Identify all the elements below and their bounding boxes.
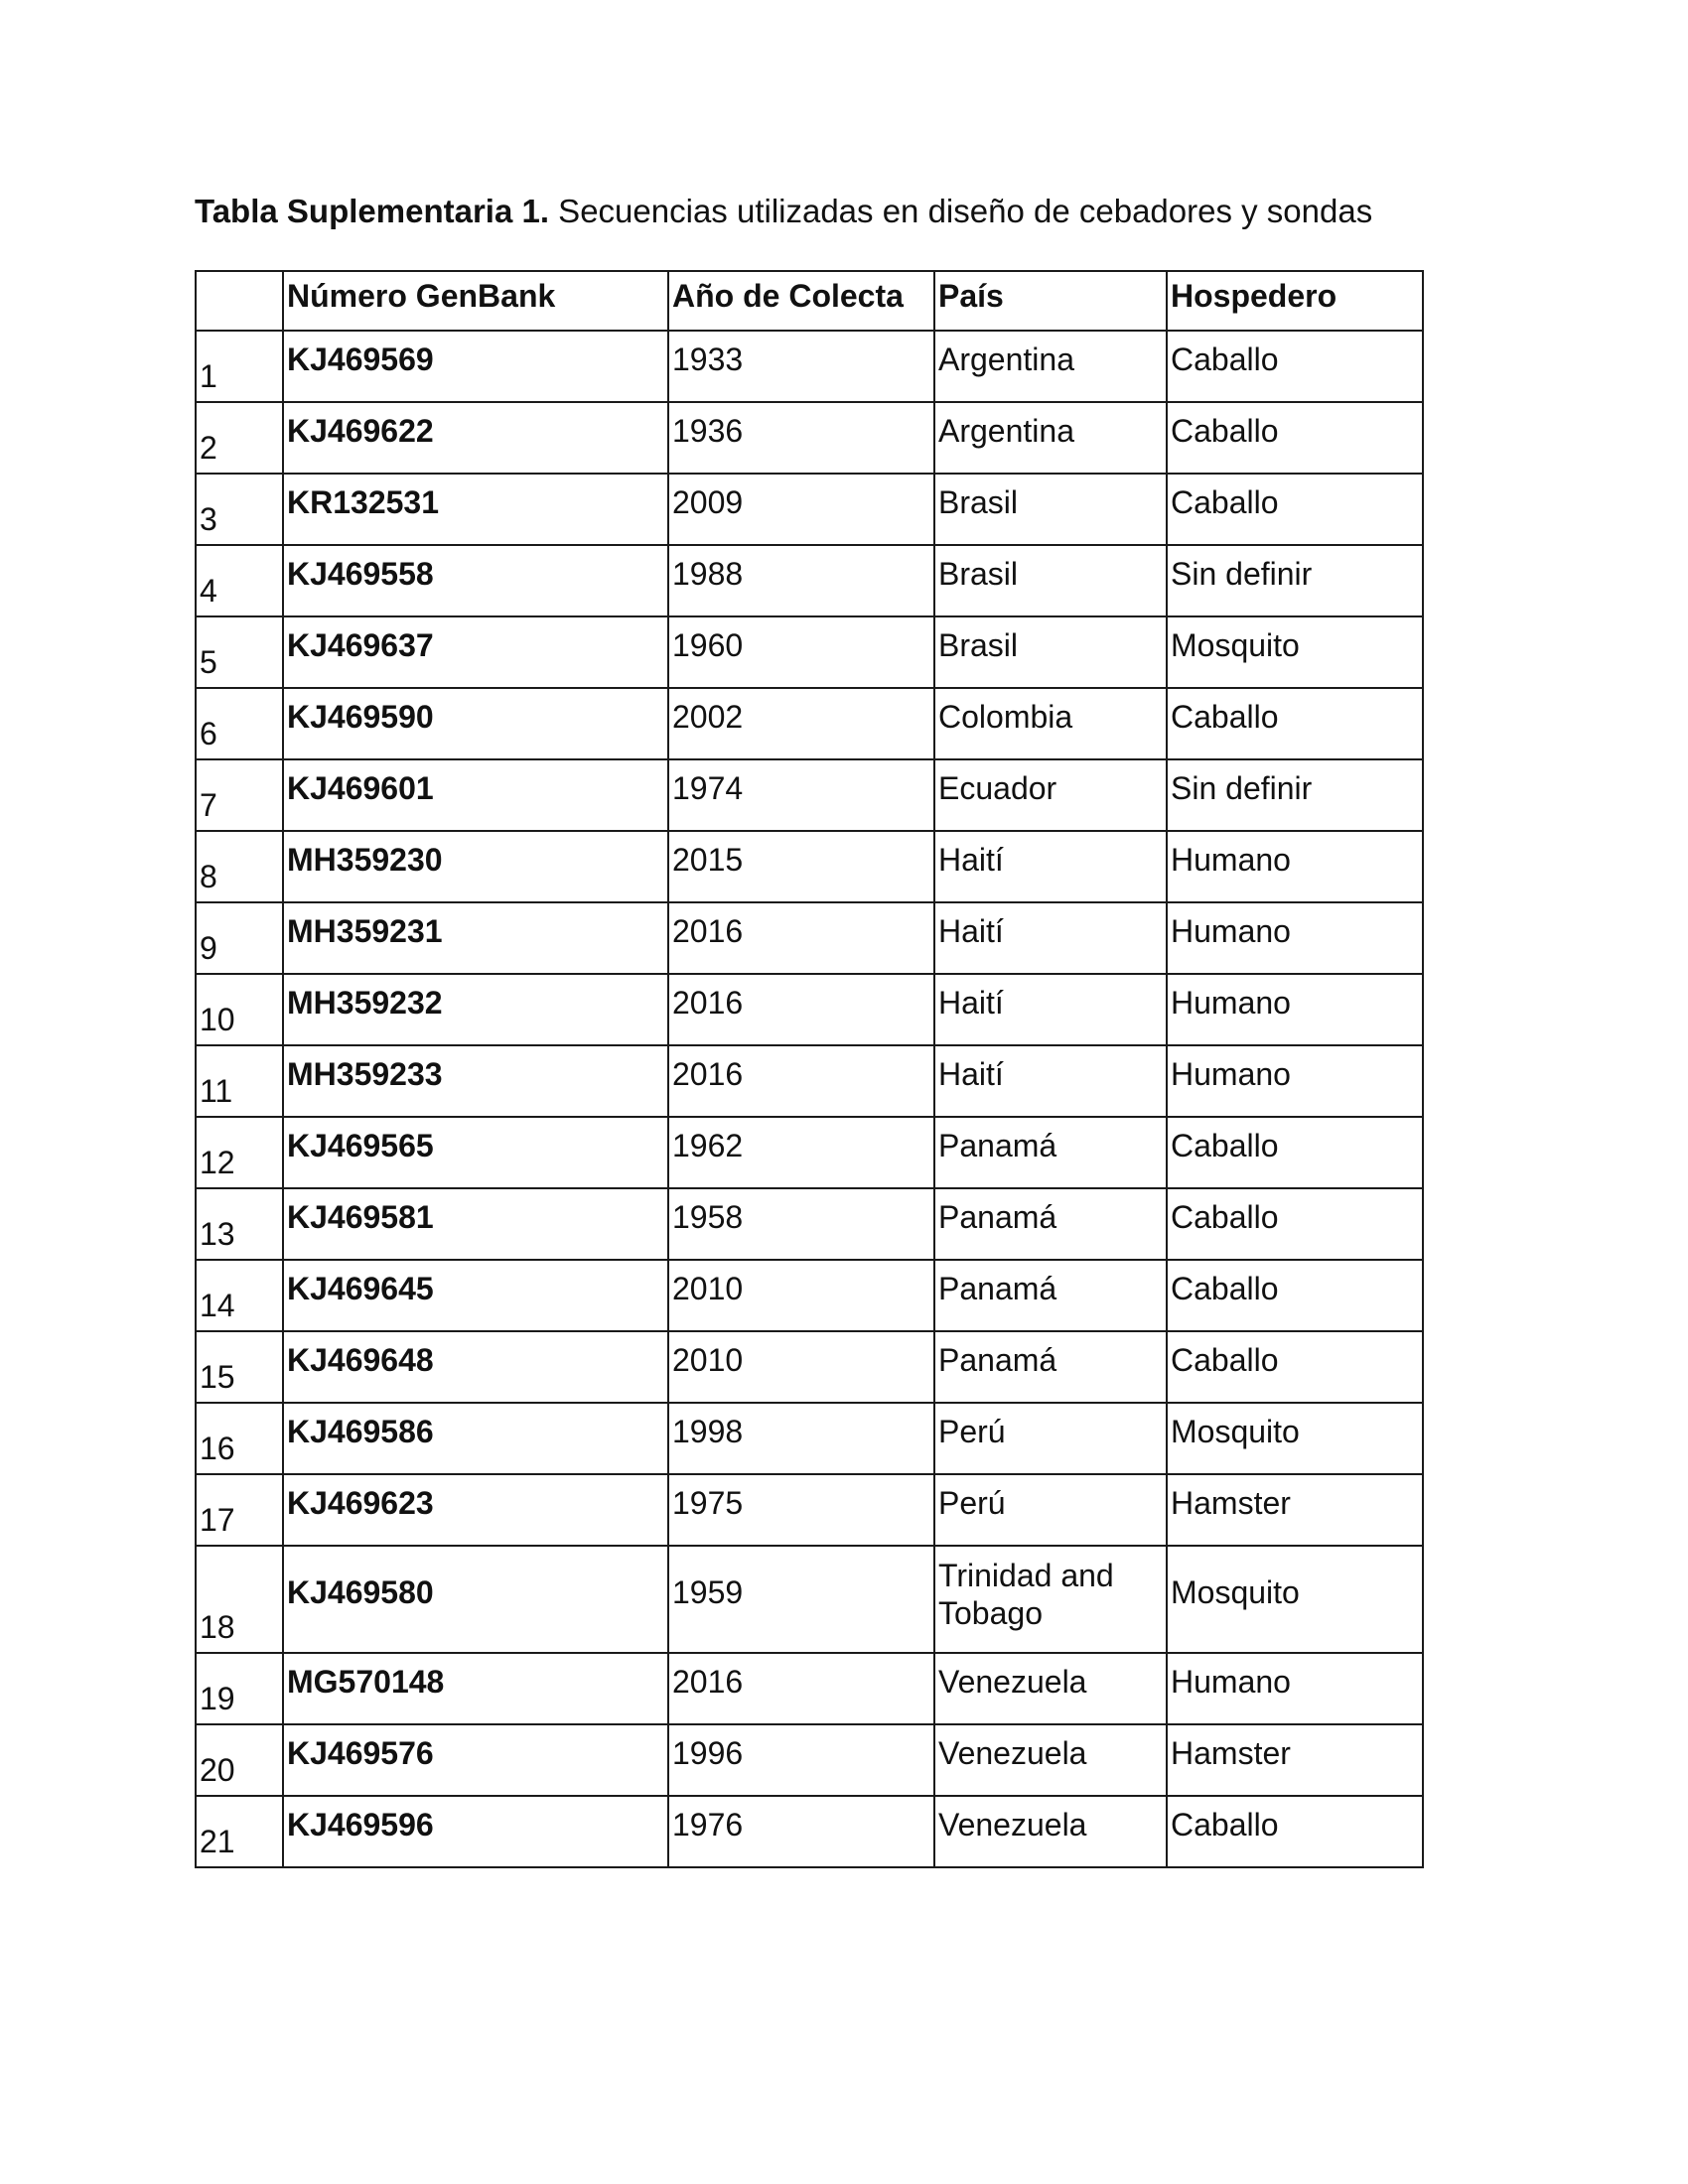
host-cell: Humano	[1167, 831, 1423, 902]
row-index-cell: 1	[196, 331, 283, 402]
genbank-number-cell: KJ469648	[283, 1331, 668, 1403]
table-row	[196, 1403, 1423, 1474]
genbank-number-cell: MG570148	[283, 1653, 668, 1724]
table-row	[196, 902, 1423, 974]
country-cell: Argentina	[934, 402, 1167, 474]
country-cell: Colombia	[934, 688, 1167, 759]
table-row	[196, 616, 1423, 688]
host-cell: Humano	[1167, 902, 1423, 974]
collection-year-cell: 2016	[668, 902, 934, 974]
collection-year-cell: 1988	[668, 545, 934, 616]
genbank-number-cell: KJ469645	[283, 1260, 668, 1331]
row-index-cell: 9	[196, 902, 283, 974]
collection-year-cell: 1996	[668, 1724, 934, 1796]
header-index	[196, 271, 283, 331]
genbank-number-cell: KJ469581	[283, 1188, 668, 1260]
collection-year-cell: 1933	[668, 331, 934, 402]
collection-year-cell: 1998	[668, 1403, 934, 1474]
collection-year-cell: 1960	[668, 616, 934, 688]
collection-year-cell: 1975	[668, 1474, 934, 1546]
row-index-cell: 6	[196, 688, 283, 759]
country-cell: Haití	[934, 831, 1167, 902]
host-cell: Sin definir	[1167, 759, 1423, 831]
country-cell: Perú	[934, 1474, 1167, 1546]
table-caption	[195, 192, 1372, 231]
header-collection-year: Año de Colecta	[668, 271, 934, 331]
table-row	[196, 1653, 1423, 1724]
table-row	[196, 1045, 1423, 1117]
host-cell: Humano	[1167, 974, 1423, 1045]
host-cell: Humano	[1167, 1045, 1423, 1117]
collection-year-cell: 1958	[668, 1188, 934, 1260]
row-index-cell: 19	[196, 1653, 283, 1724]
collection-year-cell: 2010	[668, 1331, 934, 1403]
genbank-number-cell: KJ469637	[283, 616, 668, 688]
country-cell: Perú	[934, 1403, 1167, 1474]
row-index-cell: 20	[196, 1724, 283, 1796]
host-cell: Caballo	[1167, 474, 1423, 545]
table-row	[196, 759, 1423, 831]
row-index-cell: 5	[196, 616, 283, 688]
genbank-number-cell: KJ469576	[283, 1724, 668, 1796]
caption-label: Tabla Suplementaria 1.	[195, 193, 550, 229]
collection-year-cell: 1962	[668, 1117, 934, 1188]
genbank-number-cell: MH359231	[283, 902, 668, 974]
row-index-cell: 18	[196, 1546, 283, 1653]
host-cell: Mosquito	[1167, 1546, 1423, 1653]
collection-year-cell: 1936	[668, 402, 934, 474]
row-index-cell: 17	[196, 1474, 283, 1546]
host-cell: Caballo	[1167, 1117, 1423, 1188]
collection-year-cell: 2010	[668, 1260, 934, 1331]
genbank-number-cell: KJ469586	[283, 1403, 668, 1474]
host-cell: Caballo	[1167, 402, 1423, 474]
country-cell: Panamá	[934, 1331, 1167, 1403]
table-row	[196, 1188, 1423, 1260]
collection-year-cell: 2002	[668, 688, 934, 759]
host-cell: Caballo	[1167, 1188, 1423, 1260]
table-row	[196, 974, 1423, 1045]
genbank-number-cell: KJ469565	[283, 1117, 668, 1188]
country-cell: Haití	[934, 974, 1167, 1045]
country-cell: Haití	[934, 1045, 1167, 1117]
sequences-table	[195, 270, 1424, 1868]
row-index-cell: 13	[196, 1188, 283, 1260]
table-body	[196, 331, 1423, 1867]
collection-year-cell: 2015	[668, 831, 934, 902]
table-row	[196, 545, 1423, 616]
country-cell: Brasil	[934, 474, 1167, 545]
host-cell: Caballo	[1167, 1260, 1423, 1331]
host-cell: Caballo	[1167, 331, 1423, 402]
host-cell: Caballo	[1167, 688, 1423, 759]
country-cell: Panamá	[934, 1117, 1167, 1188]
host-cell: Humano	[1167, 1653, 1423, 1724]
collection-year-cell: 2016	[668, 1045, 934, 1117]
table-row	[196, 688, 1423, 759]
host-cell: Mosquito	[1167, 616, 1423, 688]
country-cell: Brasil	[934, 616, 1167, 688]
table-row	[196, 331, 1423, 402]
host-cell: Caballo	[1167, 1796, 1423, 1867]
row-index-cell: 12	[196, 1117, 283, 1188]
genbank-number-cell: KJ469601	[283, 759, 668, 831]
table-row	[196, 831, 1423, 902]
table-row	[196, 402, 1423, 474]
collection-year-cell: 1976	[668, 1796, 934, 1867]
collection-year-cell: 1959	[668, 1546, 934, 1653]
row-index-cell: 7	[196, 759, 283, 831]
row-index-cell: 2	[196, 402, 283, 474]
country-cell: Venezuela	[934, 1653, 1167, 1724]
genbank-number-cell: KJ469590	[283, 688, 668, 759]
genbank-number-cell: MH359233	[283, 1045, 668, 1117]
table-row	[196, 474, 1423, 545]
country-cell: Venezuela	[934, 1796, 1167, 1867]
genbank-number-cell: KR132531	[283, 474, 668, 545]
collection-year-cell: 1974	[668, 759, 934, 831]
genbank-number-cell: KJ469580	[283, 1546, 668, 1653]
country-cell: Venezuela	[934, 1724, 1167, 1796]
host-cell: Hamster	[1167, 1724, 1423, 1796]
collection-year-cell: 2009	[668, 474, 934, 545]
row-index-cell: 10	[196, 974, 283, 1045]
caption-text: Secuencias utilizadas en diseño de cebadores y sondas	[549, 193, 1373, 229]
genbank-number-cell: MH359230	[283, 831, 668, 902]
collection-year-cell: 2016	[668, 1653, 934, 1724]
row-index-cell: 3	[196, 474, 283, 545]
genbank-number-cell: KJ469623	[283, 1474, 668, 1546]
collection-year-cell: 2016	[668, 974, 934, 1045]
header-host: Hospedero	[1167, 271, 1423, 331]
host-cell: Caballo	[1167, 1331, 1423, 1403]
country-cell: Trinidad and Tobago	[934, 1546, 1167, 1653]
row-index-cell: 8	[196, 831, 283, 902]
table-header-row	[196, 271, 1423, 331]
host-cell: Sin definir	[1167, 545, 1423, 616]
genbank-number-cell: KJ469569	[283, 331, 668, 402]
genbank-number-cell: KJ469596	[283, 1796, 668, 1867]
table-row	[196, 1331, 1423, 1403]
header-genbank-number: Número GenBank	[283, 271, 668, 331]
genbank-number-cell: KJ469622	[283, 402, 668, 474]
country-cell: Panamá	[934, 1188, 1167, 1260]
row-index-cell: 14	[196, 1260, 283, 1331]
host-cell: Mosquito	[1167, 1403, 1423, 1474]
country-cell: Brasil	[934, 545, 1167, 616]
row-index-cell: 11	[196, 1045, 283, 1117]
country-cell: Panamá	[934, 1260, 1167, 1331]
table-row	[196, 1260, 1423, 1331]
table-row	[196, 1546, 1423, 1653]
table-row	[196, 1474, 1423, 1546]
country-cell: Haití	[934, 902, 1167, 974]
row-index-cell: 4	[196, 545, 283, 616]
row-index-cell: 16	[196, 1403, 283, 1474]
genbank-number-cell: KJ469558	[283, 545, 668, 616]
table-row	[196, 1796, 1423, 1867]
row-index-cell: 21	[196, 1796, 283, 1867]
country-cell: Ecuador	[934, 759, 1167, 831]
table-row	[196, 1117, 1423, 1188]
row-index-cell: 15	[196, 1331, 283, 1403]
table-row	[196, 1724, 1423, 1796]
genbank-number-cell: MH359232	[283, 974, 668, 1045]
country-cell: Argentina	[934, 331, 1167, 402]
host-cell: Hamster	[1167, 1474, 1423, 1546]
header-country: País	[934, 271, 1167, 331]
